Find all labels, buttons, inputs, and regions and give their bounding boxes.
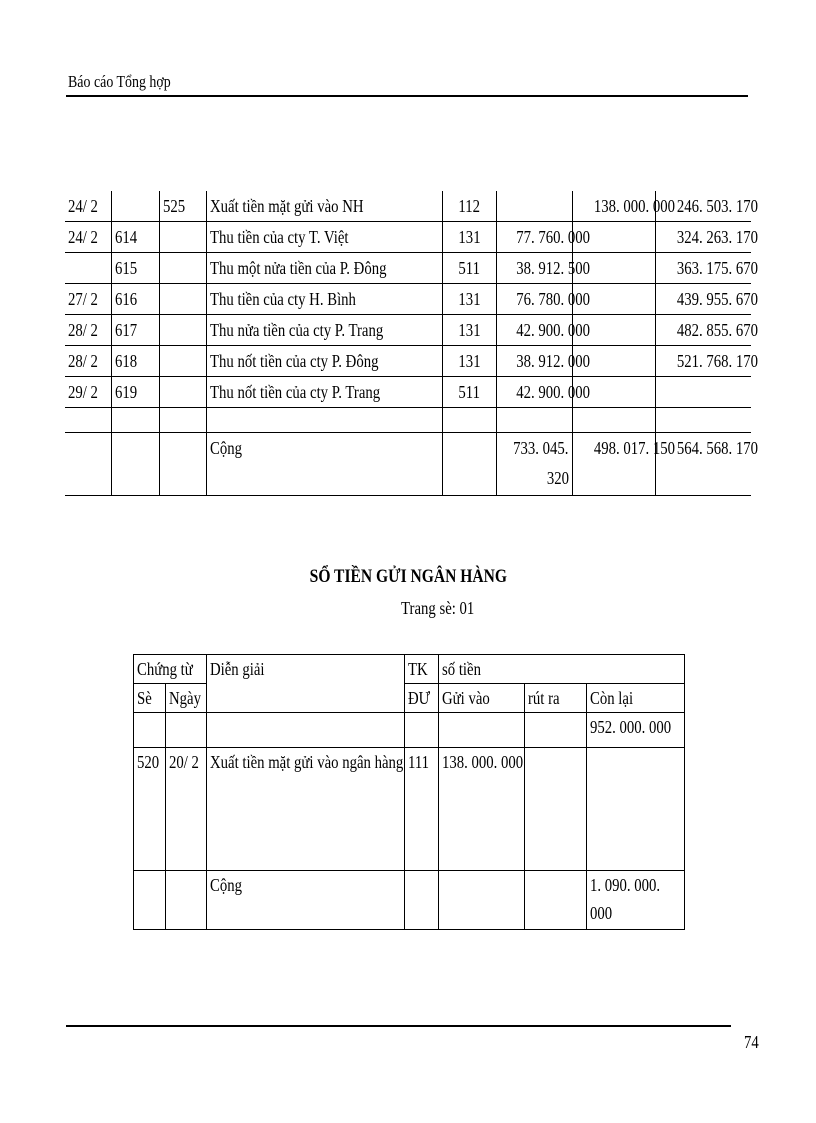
cell-date xyxy=(65,253,111,284)
cell-description: Thu nốt tiền của cty P. Trang xyxy=(206,377,442,408)
entry-date: 20/ 2 xyxy=(166,748,207,871)
total-balance: 564. 568. 170 xyxy=(655,433,751,496)
cell-date: 24/ 2 xyxy=(65,222,111,253)
cell-description: Thu tiền của cty H. Bình xyxy=(206,284,442,315)
cell-date: 27/ 2 xyxy=(65,284,111,315)
ledger-entry-row xyxy=(134,748,685,871)
cell-credit: 138. 000. 000 xyxy=(572,191,655,222)
date-header: Ngày xyxy=(166,684,207,713)
cell-account: 511 xyxy=(442,377,496,408)
cell-credit-voucher: 619 xyxy=(111,377,159,408)
table-row xyxy=(65,253,751,284)
cell-description: Thu tiền của cty T. Việt xyxy=(206,222,442,253)
cell-credit-voucher: 614 xyxy=(111,222,159,253)
bank-deposit-ledger-table xyxy=(133,654,685,930)
withdraw-header: rút ra xyxy=(525,684,587,713)
header-divider xyxy=(66,95,748,97)
cell-description: Thu một nửa tiền của P. Đông xyxy=(206,253,442,284)
cell-debit: 77. 760. 000 xyxy=(496,222,572,253)
ledger-total-balance: 1. 090. 000. 000 xyxy=(587,871,685,930)
cell-debit-voucher: 525 xyxy=(159,191,206,222)
cell-debit xyxy=(496,191,572,222)
cell-balance xyxy=(655,377,751,408)
total-credit: 498. 017. 150 xyxy=(572,433,655,496)
deposit-header: Gửi vào xyxy=(439,684,525,713)
cell-balance: 363. 175. 670 xyxy=(655,253,751,284)
cell-balance: 246. 503. 170 xyxy=(655,191,751,222)
entry-account: 111 xyxy=(405,748,439,871)
cell-account: 131 xyxy=(442,222,496,253)
page-number: 74 xyxy=(744,1032,759,1052)
voucher-header: Chứng từ xyxy=(134,655,207,684)
total-row xyxy=(65,433,751,496)
opening-balance: 952. 000. 000 xyxy=(587,713,685,748)
account-header-2: ĐƯ xyxy=(405,684,439,713)
cash-ledger-table xyxy=(65,191,758,496)
cell-credit-voucher: 616 xyxy=(111,284,159,315)
opening-balance-row xyxy=(134,713,685,748)
ledger-header-row-1 xyxy=(134,655,685,684)
cell-debit-voucher xyxy=(159,377,206,408)
entry-balance xyxy=(587,748,685,871)
entry-number: 520 xyxy=(134,748,166,871)
cell-debit: 76. 780. 000 xyxy=(496,284,572,315)
total-debit: 733. 045. 320 xyxy=(496,433,572,496)
cell-account: 131 xyxy=(442,284,496,315)
table-row xyxy=(65,346,751,377)
cell-credit-voucher: 615 xyxy=(111,253,159,284)
table-row xyxy=(65,315,751,346)
cell-description: Thu nốt tiền của cty P. Đông xyxy=(206,346,442,377)
cell-date: 24/ 2 xyxy=(65,191,111,222)
cell-description: Xuất tiền mặt gửi vào NH xyxy=(206,191,442,222)
cell-debit-voucher xyxy=(159,346,206,377)
cell-account: 131 xyxy=(442,315,496,346)
cell-balance: 439. 955. 670 xyxy=(655,284,751,315)
cell-date: 28/ 2 xyxy=(65,315,111,346)
cell-debit-voucher xyxy=(159,284,206,315)
entry-deposit: 138. 000. 000 xyxy=(439,748,525,871)
ledger-page-label: Trang sè: 01 xyxy=(401,598,475,618)
cell-date: 29/ 2 xyxy=(65,377,111,408)
ledger-title: SỔ TIỀN GỬI NGÂN HÀNG xyxy=(309,566,507,587)
balance-header: Còn lại xyxy=(587,684,685,713)
table-row xyxy=(65,222,751,253)
cell-balance: 482. 855. 670 xyxy=(655,315,751,346)
entry-description: Xuất tiền mặt gửi vào ngân hàng xyxy=(207,748,405,871)
table-row xyxy=(65,191,751,222)
page-header-title: Báo cáo Tổng hợp xyxy=(68,72,171,91)
table-row xyxy=(65,284,751,315)
ledger-total-row xyxy=(134,871,685,930)
cell-account: 131 xyxy=(442,346,496,377)
cell-credit-voucher: 617 xyxy=(111,315,159,346)
amount-header: số tiền xyxy=(439,655,685,684)
cell-balance: 324. 263. 170 xyxy=(655,222,751,253)
entry-withdraw xyxy=(525,748,587,871)
cell-debit-voucher xyxy=(159,222,206,253)
cell-credit-voucher: 618 xyxy=(111,346,159,377)
cell-balance: 521. 768. 170 xyxy=(655,346,751,377)
cell-debit-voucher xyxy=(159,253,206,284)
cell-description: Thu nửa tiền của cty P. Trang xyxy=(206,315,442,346)
cell-debit-voucher xyxy=(159,315,206,346)
cell-debit: 42. 900. 000 xyxy=(496,377,572,408)
cell-debit: 42. 900. 000 xyxy=(496,315,572,346)
cell-debit: 38. 912. 000 xyxy=(496,346,572,377)
description-header: Diễn giải xyxy=(207,655,405,713)
cell-account: 112 xyxy=(442,191,496,222)
ledger-total-label: Cộng xyxy=(207,871,405,930)
cell-date: 28/ 2 xyxy=(65,346,111,377)
table-row xyxy=(65,377,751,408)
number-header: Sè xyxy=(134,684,166,713)
cell-credit-voucher xyxy=(111,191,159,222)
blank-row xyxy=(65,408,751,433)
footer-divider xyxy=(66,1025,731,1027)
cell-account: 511 xyxy=(442,253,496,284)
total-label: Cộng xyxy=(206,433,442,496)
account-header: TK xyxy=(405,655,439,684)
cell-debit: 38. 912. 500 xyxy=(496,253,572,284)
